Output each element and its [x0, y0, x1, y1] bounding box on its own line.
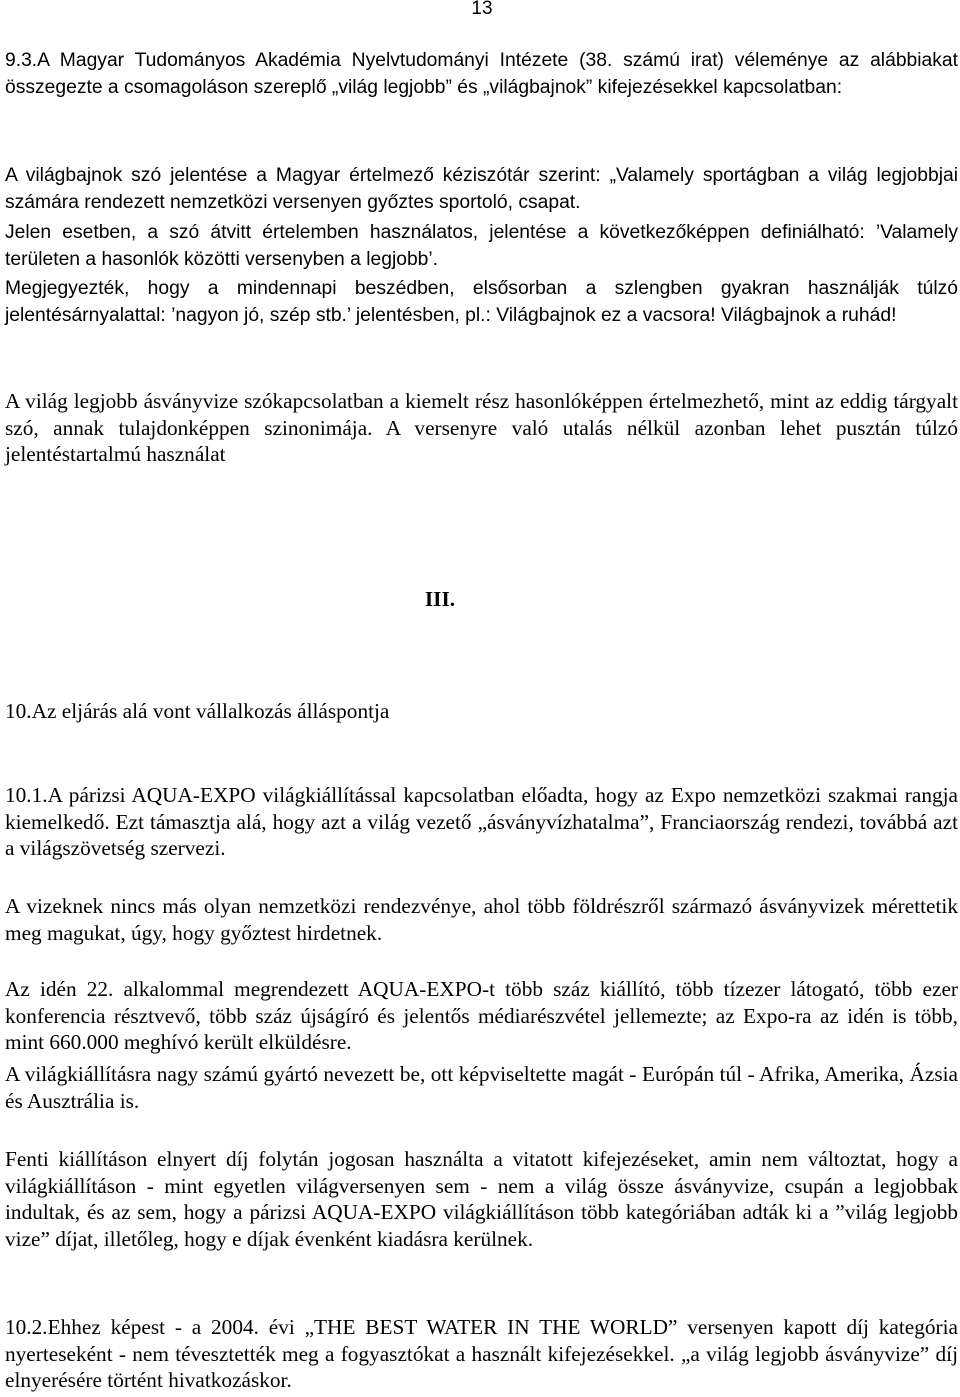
paragraph-award-justification: Fenti kiállításon elnyert díj folytán jogosan használta a vitatott kifejezéseket, amin nem változtat, hogy a világkiállításon - mint egyetlen világversenyen sem - nem a világ össze ásványvize, csupán a legjobbak indultak, és az sem, hogy a párizsi AQUA-EXPO világkiállításon több kategóriában adták ki a ”világ legjobb vize” díjat, illetőleg, hogy e díjak évenként kiadásra kerülnek.	[5, 1147, 958, 1251]
paragraph-definition: A világbajnok szó jelentése a Magyar értelmező kéziszótár szerint: „Valamely sportágban a világ legjobbjai számára rendezett nemzetközi versenyen győztes sportoló, csapat.	[5, 165, 958, 213]
paragraph-world-exhibition-participants: A világkiállításra nagy számú gyártó nevezett be, ott képviseltette magát - Európán túl - Afrika, Amerika, Ázsia és Ausztrália is.	[5, 1062, 958, 1113]
paragraph-figurative-meaning: Jelen esetben, a szó átvitt értelemben használatos, jelentése a következőképpen definiálható: ’Valamely területen a hasonlók közötti versenyben a legjobb’.	[5, 222, 958, 270]
paragraph-slang-usage: Megjegyezték, hogy a mindennapi beszédben, elsősorban a szlengben gyakran használják túlzó jelentésárnyalattal: ’nagyon jó, szép stb.’ jelentésben, pl.: Világbajnok ez a vacsora! Világbajnok a ruhád!	[5, 278, 958, 326]
section-heading: III.	[424, 587, 456, 611]
paragraph-22nd-expo: Az idén 22. alkalommal megrendezett AQUA-EXPO-t több száz kiállító, több tízezer látogató, több ezer konferencia résztvevő, több száz újságíró és jelentős médiarészvétel jellemezte; az Expo-ra az idén is több, mint 660.000 meghívó került elküldésre.	[5, 977, 958, 1054]
page-number: 13	[471, 0, 493, 19]
paragraph-10-1-aqua-expo: 10.1.A párizsi AQUA-EXPO világkiállítással kapcsolatban előadta, hogy az Expo nemzetközi szakmai rangja kiemelkedő. Ezt támasztja alá, hogy azt a világ vezető „ásványvízhatalma”, Franciaország rendezi, továbbá azt a világszövetség szervezi.	[5, 783, 958, 860]
paragraph-best-mineral-water: A világ legjobb ásványvize szókapcsolatban a kiemelt rész hasonlóképpen értelmezhető, mint az eddig tárgyalt szó, annak tulajdonképpen szinonimája. A versenyre való utalás nélkül azonban lehet pusztán túlzó jelentéstartalmú használat	[5, 389, 958, 466]
paragraph-no-other-event: A vizeknek nincs más olyan nemzetközi rendezvénye, ahol több földrészről származó ásványvizek mérettetik meg magukat, úgy, hogy győztest hirdetnek.	[5, 894, 958, 945]
heading-10-position: 10.Az eljárás alá vont vállalkozás álláspontja	[5, 699, 390, 723]
paragraph-10-2-best-water: 10.2.Ehhez képest - a 2004. évi „THE BEST WATER IN THE WORLD” versenyen kapott díj kategória nyerteseként - nem tévesztették meg a fogyasztókat a használt kifejezésekkel. „a világ legjobb ásványvize” díj elnyerésére történt hivatkozáskor.	[5, 1315, 958, 1392]
paragraph-9-3-intro: 9.3.A Magyar Tudományos Akadémia Nyelvtudományi Intézete (38. számú irat) véleménye az alábbiakat összegezte a csomagoláson szereplő „világ legjobb” és „világbajnok” kifejezésekkel kapcsolatban:	[5, 50, 958, 98]
